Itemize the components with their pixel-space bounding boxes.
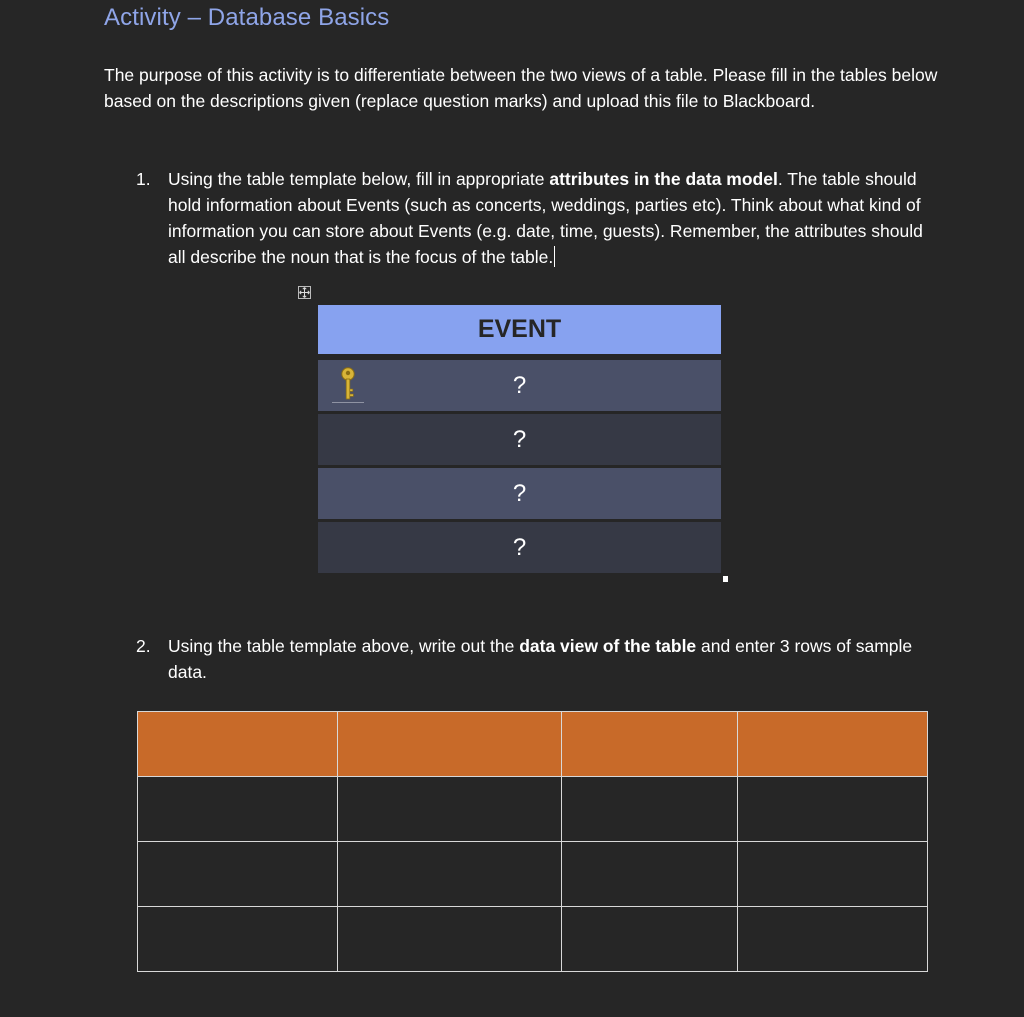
event-data-model-table xyxy=(318,305,721,576)
data-table-cell[interactable] xyxy=(138,777,338,842)
data-table-cell[interactable] xyxy=(338,842,562,907)
move-handle-icon[interactable] xyxy=(298,286,311,299)
data-table-cell[interactable] xyxy=(738,842,928,907)
data-table-cell[interactable] xyxy=(138,907,338,972)
data-table-header-row xyxy=(138,712,928,777)
question-1-text[interactable] xyxy=(168,166,928,270)
event-table-header[interactable]: EVENT xyxy=(318,305,721,354)
question-2-text[interactable] xyxy=(168,633,928,685)
question-1-text-after: . The table should hold information about Events (such as concerts, weddings, parties etc). Think about what kind of information you can store about Events (e.g. date, time, guests). Remember, the attributes should all describe the noun that is the focus of the table. xyxy=(168,169,923,267)
attribute-placeholder: ? xyxy=(512,533,527,561)
attribute-row[interactable] xyxy=(318,522,721,573)
attribute-placeholder: ? xyxy=(512,371,527,399)
question-2-bold-text: data view of the table xyxy=(519,636,697,656)
data-table-header-cell[interactable] xyxy=(138,712,338,777)
data-table-header-cell[interactable] xyxy=(338,712,562,777)
data-table-header-cell[interactable] xyxy=(738,712,928,777)
data-table-cell[interactable] xyxy=(338,907,562,972)
attribute-row[interactable] xyxy=(318,414,721,465)
intro-paragraph: The purpose of this activity is to differentiate between the two views of a table. Please fill in the tables below based on the descriptions given (replace question marks) and upload this file to Blackboard. xyxy=(104,65,938,111)
data-view-table xyxy=(137,711,928,972)
key-icon xyxy=(332,367,364,403)
question-2-text-after: and enter 3 rows of sample data. xyxy=(168,636,913,682)
question-1-number: 1. xyxy=(136,169,151,189)
question-1 xyxy=(136,166,936,296)
resize-handle-icon[interactable] xyxy=(723,576,728,582)
question-2 xyxy=(136,633,936,689)
question-1-text-before: Using the table template below, fill in appropriate xyxy=(168,169,550,189)
document-title: Activity – Database Basics xyxy=(104,4,390,31)
data-table-cell[interactable] xyxy=(338,777,562,842)
attribute-row-primary-key[interactable] xyxy=(318,360,721,411)
question-2-number: 2. xyxy=(136,636,151,656)
attribute-placeholder: ? xyxy=(512,479,527,507)
data-table-cell[interactable] xyxy=(562,907,738,972)
table-row xyxy=(138,777,928,842)
table-row xyxy=(138,842,928,907)
text-cursor xyxy=(554,246,555,267)
table-row xyxy=(138,907,928,972)
data-table-cell[interactable] xyxy=(562,777,738,842)
attribute-placeholder: ? xyxy=(512,425,527,453)
data-table-cell[interactable] xyxy=(738,777,928,842)
data-table-cell[interactable] xyxy=(562,842,738,907)
data-table-header-cell[interactable] xyxy=(562,712,738,777)
attribute-row[interactable] xyxy=(318,468,721,519)
data-table-cell[interactable] xyxy=(138,842,338,907)
question-2-text-before: Using the table template above, write out the xyxy=(168,636,520,656)
data-table-cell[interactable] xyxy=(738,907,928,972)
question-1-bold-text: attributes in the data model xyxy=(549,169,778,189)
